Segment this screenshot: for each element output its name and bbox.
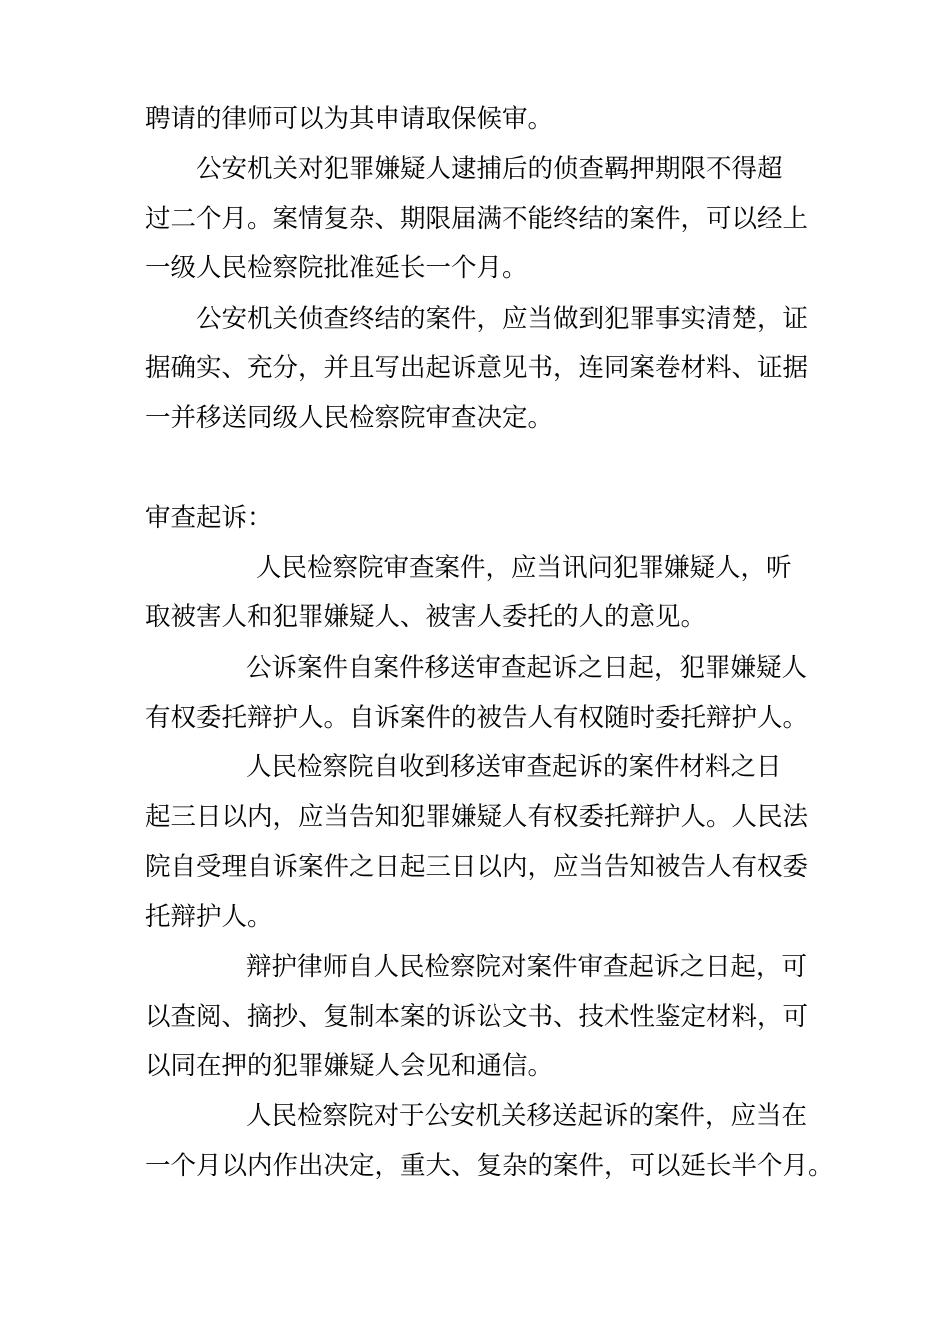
text-line: 一并移送同级人民检察院审查决定。 bbox=[145, 403, 554, 433]
text-line: 有权委托辩护人。自诉案件的被告人有权随时委托辩护人。 bbox=[145, 703, 809, 733]
text-line: 以查阅、摘抄、复制本案的诉讼文书、技术性鉴定材料，可 bbox=[145, 1002, 809, 1032]
text-line: 辩护律师自人民检察院对案件审查起诉之日起，可 bbox=[246, 952, 808, 982]
text-line: 聘请的律师可以为其申请取保候审。 bbox=[145, 104, 554, 134]
section-heading: 审查起诉： bbox=[145, 503, 273, 533]
text-line: 公安机关侦查终结的案件，应当做到犯罪事实清楚，证 bbox=[196, 304, 809, 334]
text-line: 院自受理自诉案件之日起三日以内，应当告知被告人有权委 bbox=[145, 852, 809, 882]
text-line: 取被害人和犯罪嫌疑人、被害人委托的人的意见。 bbox=[145, 602, 707, 632]
text-line: 以同在押的犯罪嫌疑人会见和通信。 bbox=[145, 1051, 554, 1081]
text-line: 公安机关对犯罪嫌疑人逮捕后的侦查羁押期限不得超 bbox=[196, 154, 783, 184]
text-line: 人民检察院自收到移送审查起诉的案件材料之日 bbox=[246, 752, 782, 782]
text-line: 起三日以内，应当告知犯罪嫌疑人有权委托辩护人。人民法 bbox=[145, 802, 809, 832]
text-line: 一级人民检察院批准延长一个月。 bbox=[145, 253, 528, 283]
text-line: 过二个月。案情复杂、期限届满不能终结的案件，可以经上 bbox=[145, 204, 809, 234]
text-line: 据确实、充分，并且写出起诉意见书，连同案卷材料、证据 bbox=[145, 353, 809, 383]
text-line: 公诉案件自案件移送审查起诉之日起，犯罪嫌疑人 bbox=[246, 653, 808, 683]
text-line: 托辩护人。 bbox=[145, 902, 273, 932]
text-line: 人民检察院审查案件，应当讯问犯罪嫌疑人，听 bbox=[256, 553, 792, 583]
text-line: 人民检察院对于公安机关移送起诉的案件，应当在 bbox=[246, 1101, 808, 1131]
text-line: 一个月以内作出决定，重大、复杂的案件，可以延长半个月。 bbox=[145, 1151, 834, 1181]
